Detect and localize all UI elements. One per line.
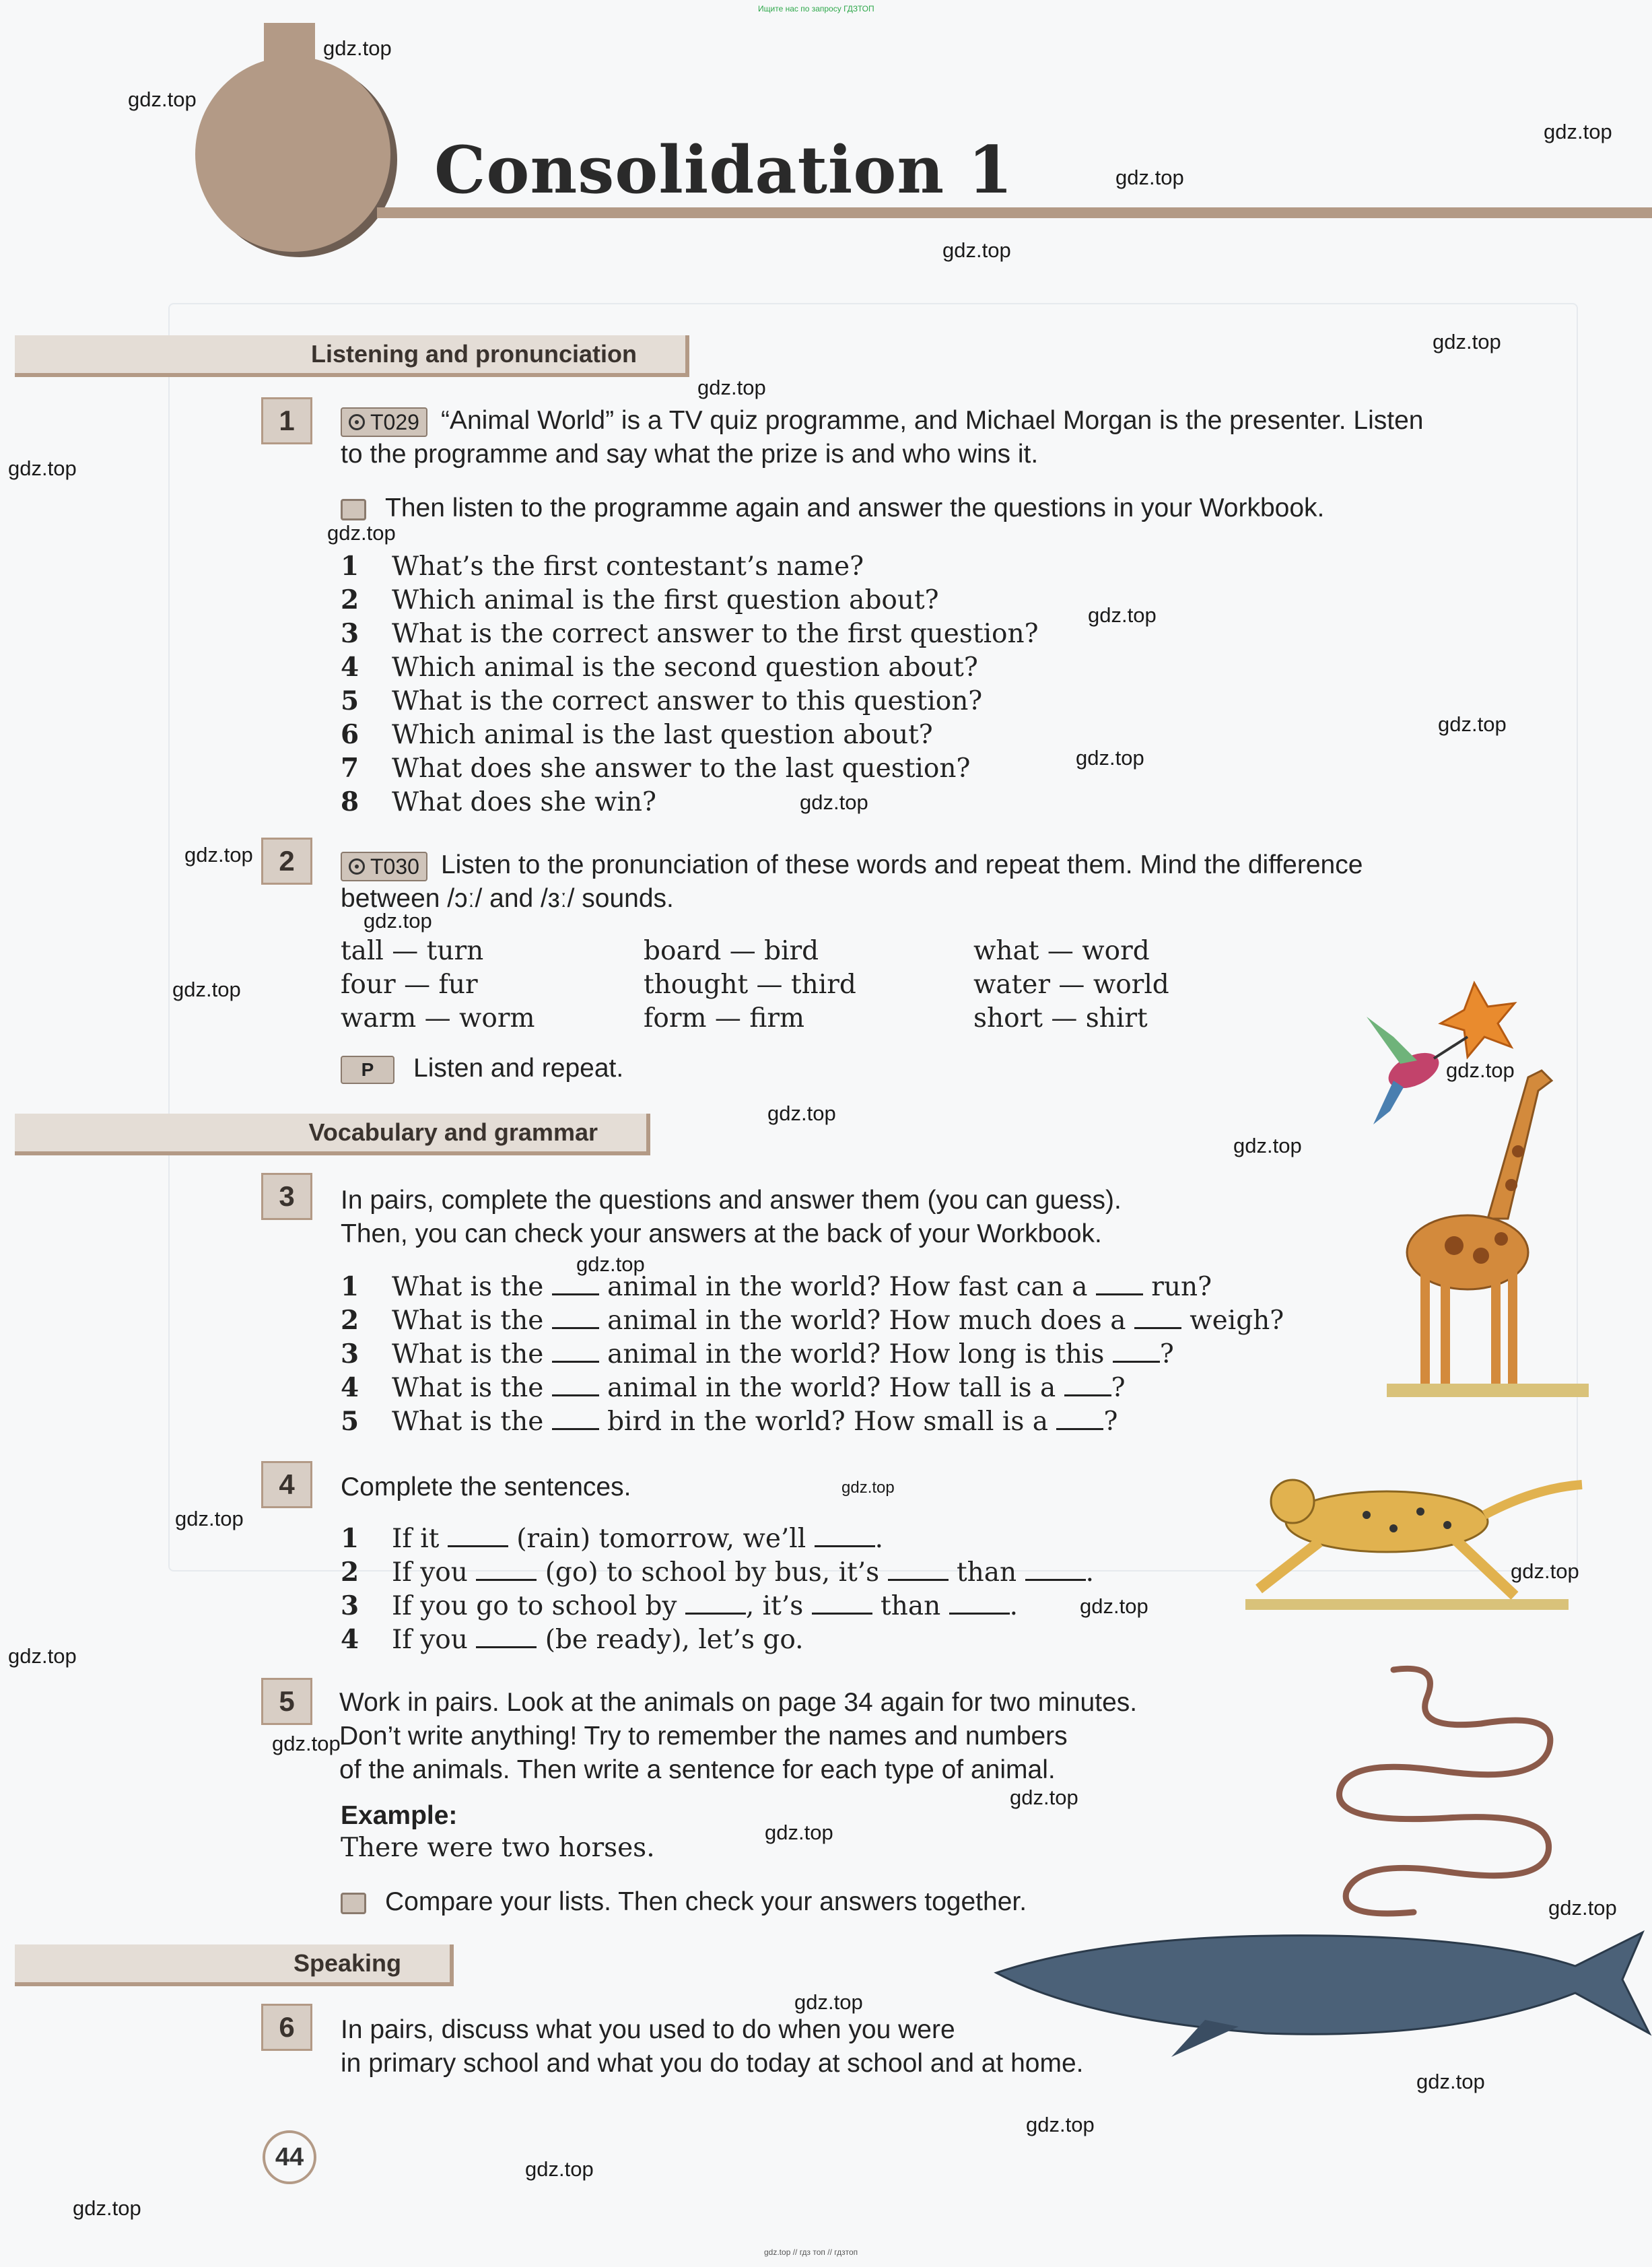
- list-item: [341, 753, 1039, 786]
- item-text: Which animal is the second question about?: [392, 652, 978, 683]
- giraffe-leg-icon: [1441, 1279, 1450, 1387]
- item-text: What is the: [392, 1339, 544, 1369]
- blank-field[interactable]: [552, 1374, 599, 1396]
- item-text: than: [881, 1591, 941, 1621]
- list-item: [341, 1372, 1391, 1406]
- exercise-3-items: [341, 1271, 1391, 1440]
- blank-field[interactable]: [1096, 1273, 1143, 1295]
- item-text: animal in the world? How much does a: [607, 1306, 1126, 1336]
- exercise-number: [261, 2004, 312, 2051]
- cheetah-illustration: [1232, 1448, 1589, 1616]
- cheetah-spot-icon: [1416, 1508, 1424, 1516]
- top-banner: Ищите нас по запросу ГДЗТОП: [758, 4, 874, 13]
- exercise-4-items: [341, 1523, 1283, 1658]
- blank-field[interactable]: [552, 1341, 599, 1363]
- item-text: animal in the world? How long is this: [607, 1339, 1105, 1369]
- item-text: What is the: [392, 1373, 544, 1403]
- watermark: gdz.top: [1080, 1594, 1148, 1618]
- audio-disc-icon: [349, 858, 365, 875]
- instruction-line: in primary school and what you do today at school and at home.: [341, 2049, 1084, 2078]
- item-number: 3: [341, 1590, 359, 1621]
- item-number: 1: [341, 1523, 359, 1554]
- item-text: .: [1009, 1591, 1019, 1621]
- exercise-number: [261, 1173, 312, 1220]
- blank-field[interactable]: [476, 1626, 537, 1648]
- table-row: [341, 1003, 1283, 1037]
- list-item: [341, 1406, 1391, 1440]
- table-cell: what — word: [973, 936, 1150, 966]
- watermark: gdz.top: [8, 1644, 77, 1668]
- table-cell: four — fur: [341, 970, 478, 1000]
- giraffe-spot-icon: [1505, 1179, 1517, 1191]
- exercise-number: [261, 1461, 312, 1508]
- list-item: [341, 618, 1039, 652]
- exercise-number: [261, 397, 312, 444]
- watermark: gdz.top: [1446, 1058, 1515, 1082]
- watermark: gdz.top: [323, 36, 392, 60]
- page-number: [263, 2130, 316, 2184]
- blank-field[interactable]: [1113, 1341, 1160, 1363]
- exercise-4-instruction: Complete the sentences.: [341, 1473, 631, 1501]
- instruction-line: Then, you can check your answers at the back of your Workbook.: [341, 1219, 1102, 1248]
- cheetah-spot-icon: [1363, 1511, 1371, 1519]
- item-text: bird in the world? How small is a: [607, 1407, 1049, 1437]
- list-item: [341, 719, 1039, 753]
- giraffe-leg-icon: [1508, 1269, 1517, 1387]
- item-text: ?: [1111, 1373, 1126, 1403]
- list-item: [341, 1305, 1391, 1339]
- item-text: If you: [392, 1625, 468, 1655]
- table-cell: warm — worm: [341, 1003, 535, 1034]
- exercise-2-repeat: [341, 1052, 623, 1085]
- watermark: gdz.top: [1433, 330, 1501, 353]
- watermark: gdz.top: [765, 1821, 833, 1844]
- watermark: gdz.top: [525, 2157, 594, 2181]
- table-cell: thought — third: [644, 970, 856, 1000]
- item-text: , it’s: [745, 1591, 804, 1621]
- item-text: (rain) tomorrow, we’ll: [516, 1524, 806, 1554]
- grass-icon: [1387, 1384, 1589, 1397]
- watermark: gdz.top: [1544, 120, 1612, 143]
- list-item: [341, 1624, 1283, 1658]
- repeat-text: Listen and repeat.: [413, 1054, 624, 1083]
- blank-field[interactable]: [552, 1307, 599, 1329]
- whale-body-icon: [996, 1932, 1649, 2034]
- section-heading-label: Speaking: [293, 1949, 401, 1977]
- list-item: [341, 652, 1039, 685]
- item-number: 1: [341, 551, 359, 582]
- blank-field[interactable]: [949, 1592, 1010, 1615]
- blank-field[interactable]: [815, 1525, 875, 1547]
- item-number: 7: [341, 753, 359, 784]
- list-item: [341, 685, 1039, 719]
- watermark: gdz.top: [841, 1479, 895, 1497]
- item-number: 8: [341, 786, 359, 817]
- item-text: If you go to school by: [392, 1591, 677, 1621]
- item-text: .: [1085, 1557, 1094, 1588]
- track-code: T030: [370, 854, 419, 879]
- exercise-5-example-text: There were two horses.: [341, 1833, 655, 1863]
- giraffe-spot-icon: [1494, 1232, 1508, 1246]
- section-heading-vocabulary: [15, 1114, 650, 1155]
- watermark: gdz.top: [1026, 2113, 1095, 2136]
- giraffe-illustration: [1373, 1050, 1595, 1414]
- item-text: (be ready), let’s go.: [545, 1625, 804, 1655]
- exercise-3-instruction: [341, 1184, 1122, 1251]
- instruction-line: “Animal World” is a TV quiz programme, and Michael Morgan is the presenter. Listen: [440, 406, 1424, 435]
- worm-illustration: [1279, 1656, 1582, 1926]
- watermark: gdz.top: [1511, 1559, 1579, 1583]
- exercise-number-label: 2: [279, 845, 295, 877]
- blank-field[interactable]: [1064, 1374, 1111, 1396]
- pronunciation-icon: P: [341, 1056, 394, 1084]
- watermark: gdz.top: [697, 376, 766, 399]
- item-text: .: [874, 1524, 884, 1554]
- item-text: animal in the world? How fast can a: [607, 1272, 1088, 1302]
- section-heading-label: Listening and pronunciation: [311, 340, 637, 368]
- exercise-1-question-list: [341, 551, 1039, 820]
- item-number: 4: [341, 652, 359, 683]
- list-item: [341, 1557, 1283, 1590]
- page-title: Consolidation 1: [434, 132, 1014, 208]
- bottom-banner: gdz.top // гдз топ // гдзтоп: [764, 2247, 858, 2257]
- list-item: [341, 1523, 1283, 1557]
- pairwork-icon: [341, 1893, 366, 1914]
- blank-field[interactable]: [1056, 1408, 1103, 1430]
- watermark: gdz.top: [175, 1507, 244, 1530]
- item-number: 2: [341, 1305, 359, 1336]
- watermark: gdz.top: [327, 521, 396, 545]
- watermark: gdz.top: [1076, 746, 1144, 770]
- exercise-number-label: 3: [279, 1180, 295, 1212]
- item-text: than: [956, 1557, 1017, 1588]
- item-number: 3: [341, 618, 359, 649]
- watermark: gdz.top: [767, 1102, 836, 1125]
- title-rule: [377, 207, 1652, 218]
- instruction-line: to the programme and say what the prize is and who wins it.: [341, 440, 1039, 469]
- table-cell: form — firm: [644, 1003, 804, 1034]
- watermark: gdz.top: [942, 238, 1011, 262]
- section-heading-listening: [15, 335, 689, 377]
- watermark: gdz.top: [576, 1252, 645, 1276]
- list-item: [341, 1271, 1391, 1305]
- giraffe-leg-icon: [1420, 1273, 1430, 1387]
- giraffe-spot-icon: [1473, 1248, 1489, 1264]
- giraffe-neck-icon: [1488, 1071, 1552, 1219]
- watermark: gdz.top: [1233, 1134, 1302, 1157]
- table-cell: short — shirt: [973, 1003, 1148, 1034]
- item-text: Which animal is the first question about?: [392, 585, 939, 615]
- blank-field[interactable]: [888, 1559, 949, 1581]
- item-number: 1: [341, 1271, 359, 1302]
- watermark: gdz.top: [364, 909, 432, 933]
- instruction-line: In pairs, discuss what you used to do when you were: [341, 2015, 955, 2044]
- instruction-line: between /ɔː/ and /ɜː/ sounds.: [341, 884, 674, 913]
- item-text: (go) to school by bus, it’s: [545, 1557, 880, 1588]
- watermark: gdz.top: [1115, 166, 1184, 189]
- blank-field[interactable]: [1134, 1307, 1181, 1329]
- blank-field[interactable]: [552, 1408, 599, 1430]
- exercise-number-label: 5: [279, 1685, 295, 1717]
- giraffe-spot-icon: [1512, 1145, 1524, 1157]
- blank-field[interactable]: [685, 1592, 746, 1615]
- workbook-icon: [341, 499, 366, 520]
- watermark: gdz.top: [800, 790, 868, 814]
- audio-track-badge[interactable]: [341, 407, 427, 437]
- track-code: T029: [370, 409, 419, 434]
- item-text: What’s the first contestant’s name?: [392, 551, 864, 582]
- word-pairs-table: [341, 936, 1283, 1037]
- watermark: gdz.top: [1088, 603, 1157, 627]
- item-text: What is the: [392, 1272, 544, 1302]
- item-text: What does she answer to the last question?: [392, 753, 971, 784]
- audio-disc-icon: [349, 414, 365, 430]
- watermark: gdz.top: [184, 843, 253, 867]
- exercise-number: [261, 1678, 312, 1725]
- list-item: [341, 584, 1039, 618]
- exercise-number-label: 1: [279, 405, 295, 436]
- item-text: What is the: [392, 1306, 544, 1336]
- exercise-1-sub-instruction: [341, 492, 1324, 525]
- blank-field[interactable]: [448, 1525, 508, 1547]
- cheetah-head-icon: [1271, 1480, 1314, 1523]
- instruction-line: In pairs, complete the questions and answer them (you can guess).: [341, 1186, 1122, 1215]
- cheetah-tail-icon: [1484, 1485, 1582, 1515]
- instruction-line: Listen to the pronunciation of these words and repeat them. Mind the difference: [440, 850, 1363, 879]
- cheetah-leg-icon: [1454, 1538, 1515, 1596]
- sub-instruction-text: Compare your lists. Then check your answers together.: [385, 1887, 1027, 1916]
- item-text: If you: [392, 1557, 468, 1588]
- section-heading-label: Vocabulary and grammar: [308, 1118, 598, 1146]
- item-number: 5: [341, 685, 359, 716]
- giraffe-spot-icon: [1445, 1236, 1464, 1255]
- item-text: weigh?: [1190, 1306, 1284, 1336]
- cheetah-leg-icon: [1259, 1542, 1319, 1589]
- item-number: 4: [341, 1372, 359, 1403]
- instruction-line: of the animals. Then write a sentence for each type of animal.: [339, 1755, 1056, 1784]
- watermark: gdz.top: [272, 1732, 341, 1755]
- watermark: gdz.top: [794, 1990, 863, 2014]
- item-text: What is the correct answer to this question?: [392, 686, 983, 716]
- watermark: gdz.top: [1416, 2070, 1485, 2093]
- list-item: [341, 786, 1039, 820]
- item-text: Which animal is the last question about?: [392, 720, 933, 750]
- instruction-line: Don’t write anything! Try to remember the names and numbers: [339, 1722, 1068, 1751]
- sub-instruction-text: Then listen to the programme again and answer the questions in your Workbook.: [385, 494, 1325, 522]
- item-number: 2: [341, 1557, 359, 1588]
- watermark: gdz.top: [128, 88, 197, 111]
- cheetah-spot-icon: [1389, 1524, 1398, 1532]
- blank-field[interactable]: [812, 1592, 872, 1615]
- item-number: 5: [341, 1406, 359, 1437]
- exercise-2-instruction: [341, 848, 1586, 916]
- item-text: run?: [1151, 1272, 1212, 1302]
- list-item: [341, 551, 1039, 584]
- item-text: ?: [1103, 1407, 1118, 1437]
- exercise-number-label: 4: [279, 1468, 295, 1500]
- page-number-label: 44: [275, 2142, 304, 2171]
- item-number: 2: [341, 584, 359, 615]
- grass-icon: [1245, 1599, 1569, 1610]
- watermark: gdz.top: [8, 456, 77, 480]
- giraffe-leg-icon: [1491, 1273, 1501, 1387]
- exercise-5-sub-instruction: [341, 1885, 1027, 1919]
- item-text: If it: [392, 1524, 440, 1554]
- cheetah-spot-icon: [1443, 1521, 1451, 1529]
- item-number: 3: [341, 1339, 359, 1369]
- item-text: animal in the world? How tall is a: [607, 1373, 1056, 1403]
- exercise-5-example-label: Example:: [341, 1801, 458, 1830]
- item-number: 4: [341, 1624, 359, 1655]
- item-text: What does she win?: [392, 787, 656, 817]
- list-item: [341, 1339, 1391, 1372]
- blank-field[interactable]: [476, 1559, 537, 1581]
- item-text: What is the: [392, 1407, 544, 1437]
- item-text: ?: [1159, 1339, 1174, 1369]
- table-cell: board — bird: [644, 936, 819, 966]
- item-text: What is the correct answer to the first question?: [392, 619, 1039, 649]
- exercise-6-instruction: [341, 2013, 1083, 2080]
- watermark: gdz.top: [73, 2196, 141, 2220]
- exercise-number: [261, 838, 312, 885]
- table-cell: water — world: [973, 970, 1169, 1000]
- instruction-line: Work in pairs. Look at the animals on page 34 again for two minutes.: [339, 1688, 1138, 1717]
- table-row: [341, 936, 1283, 970]
- audio-track-badge[interactable]: [341, 852, 427, 881]
- exercise-5-instruction: [339, 1686, 1137, 1787]
- watermark: gdz.top: [1548, 1896, 1617, 1920]
- exercise-1-instruction: [341, 404, 1586, 471]
- watermark: gdz.top: [1438, 712, 1507, 736]
- blank-field[interactable]: [1025, 1559, 1086, 1581]
- whale-illustration: [983, 1905, 1652, 2067]
- table-row: [341, 970, 1283, 1003]
- table-cell: tall — turn: [341, 936, 484, 966]
- worm-icon: [1339, 1668, 1550, 1914]
- exercise-number-label: 6: [279, 2011, 295, 2043]
- watermark: gdz.top: [172, 978, 241, 1001]
- watermark: gdz.top: [1010, 1786, 1078, 1809]
- item-number: 6: [341, 719, 359, 750]
- section-heading-speaking: [15, 1944, 454, 1986]
- header-circle: [195, 57, 390, 252]
